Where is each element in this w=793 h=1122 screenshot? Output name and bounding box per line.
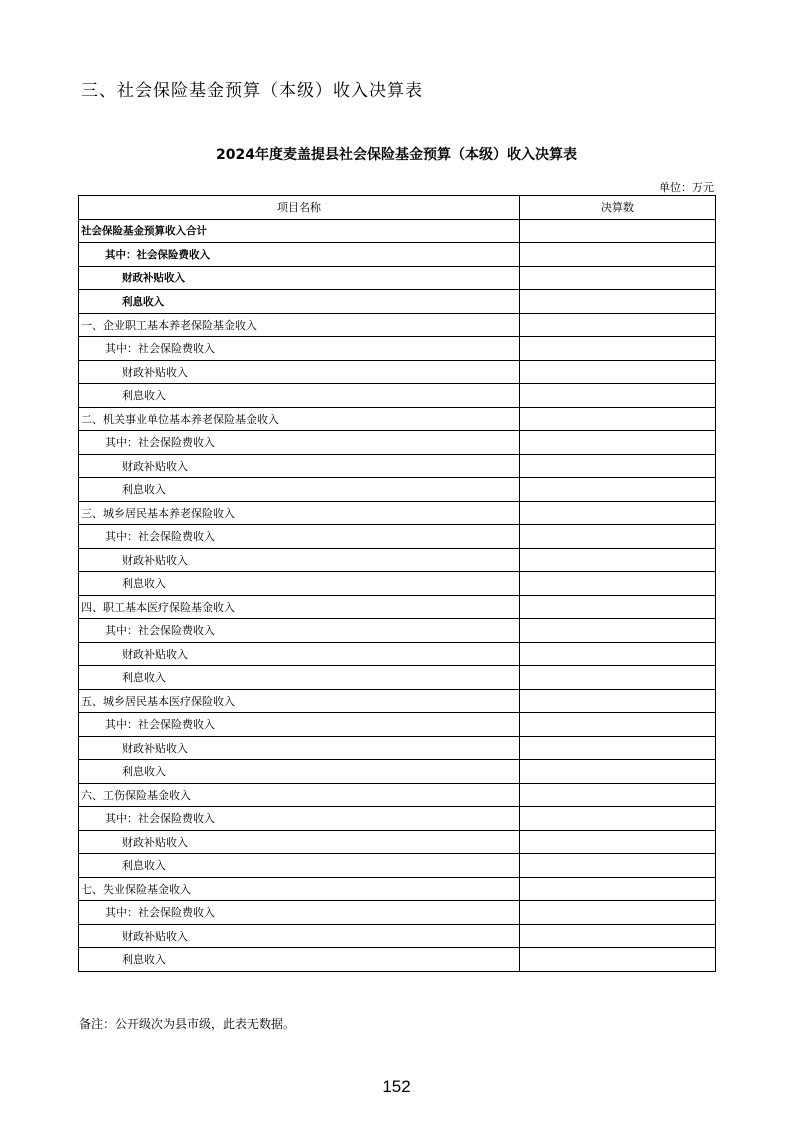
- row-value: [520, 290, 716, 314]
- row-value: [520, 948, 716, 972]
- footnote: 备注：公开级次为县市级，此表无数据。: [79, 1017, 296, 1031]
- row-value: [520, 501, 716, 525]
- row-value: [520, 924, 716, 948]
- row-label: 其中：社会保险费收入: [79, 337, 520, 361]
- table-row: [79, 548, 716, 572]
- row-label: 其中：社会保险费收入: [79, 431, 520, 455]
- row-value: [520, 783, 716, 807]
- table-header-row: [79, 196, 716, 220]
- row-label: 五、城乡居民基本医疗保险收入: [79, 689, 520, 713]
- row-value: [520, 548, 716, 572]
- row-value: [520, 713, 716, 737]
- table-row: [79, 689, 716, 713]
- row-value: [520, 642, 716, 666]
- row-value: [520, 407, 716, 431]
- row-label: 财政补贴收入: [79, 266, 520, 290]
- column-header-item-name: 项目名称: [79, 196, 520, 220]
- row-label: 利息收入: [79, 572, 520, 596]
- table-row: [79, 783, 716, 807]
- row-label: 利息收入: [79, 666, 520, 690]
- column-header-final-amount: 决算数: [520, 196, 716, 220]
- table-row: [79, 478, 716, 502]
- row-value: [520, 736, 716, 760]
- table-row: [79, 901, 716, 925]
- row-label: 利息收入: [79, 854, 520, 878]
- row-label: 社会保险基金预算收入合计: [79, 219, 520, 243]
- row-value: [520, 901, 716, 925]
- row-label: 财政补贴收入: [79, 548, 520, 572]
- row-value: [520, 525, 716, 549]
- table-row: [79, 337, 716, 361]
- row-label: 利息收入: [79, 478, 520, 502]
- row-label: 其中：社会保险费收入: [79, 525, 520, 549]
- row-value: [520, 572, 716, 596]
- row-value: [520, 595, 716, 619]
- unit-label: 单位：万元: [659, 181, 714, 194]
- row-label: 利息收入: [79, 384, 520, 408]
- row-label: 六、工伤保险基金收入: [79, 783, 520, 807]
- table-row: [79, 572, 716, 596]
- row-label: 其中：社会保险费收入: [79, 807, 520, 831]
- row-label: 财政补贴收入: [79, 454, 520, 478]
- page-number: 152: [382, 1077, 411, 1096]
- row-value: [520, 877, 716, 901]
- row-value: [520, 854, 716, 878]
- row-label: 财政补贴收入: [79, 924, 520, 948]
- row-value: [520, 454, 716, 478]
- table-row: [79, 431, 716, 455]
- table-row: [79, 948, 716, 972]
- row-value: [520, 313, 716, 337]
- table-row: [79, 525, 716, 549]
- row-value: [520, 266, 716, 290]
- row-value: [520, 619, 716, 643]
- row-label: 一、企业职工基本养老保险基金收入: [79, 313, 520, 337]
- row-value: [520, 431, 716, 455]
- row-label: 财政补贴收入: [79, 360, 520, 384]
- row-value: [520, 760, 716, 784]
- row-label: 四、职工基本医疗保险基金收入: [79, 595, 520, 619]
- row-label: 三、城乡居民基本养老保险收入: [79, 501, 520, 525]
- row-label: 财政补贴收入: [79, 642, 520, 666]
- table-row: [79, 266, 716, 290]
- row-label: 其中：社会保险费收入: [79, 243, 520, 267]
- row-value: [520, 384, 716, 408]
- table-row: [79, 736, 716, 760]
- row-label: 其中：社会保险费收入: [79, 901, 520, 925]
- row-label: 其中：社会保险费收入: [79, 713, 520, 737]
- row-label: 财政补贴收入: [79, 830, 520, 854]
- row-value: [520, 360, 716, 384]
- row-label: 财政补贴收入: [79, 736, 520, 760]
- table-row: [79, 807, 716, 831]
- table-row: [79, 619, 716, 643]
- row-value: [520, 830, 716, 854]
- row-value: [520, 243, 716, 267]
- table-row: [79, 595, 716, 619]
- table-row: [79, 760, 716, 784]
- table-row: [79, 924, 716, 948]
- table-row: [79, 666, 716, 690]
- row-value: [520, 807, 716, 831]
- row-label: 利息收入: [79, 948, 520, 972]
- row-value: [520, 478, 716, 502]
- table-row: [79, 854, 716, 878]
- table-row: [79, 243, 716, 267]
- row-value: [520, 219, 716, 243]
- section-title: 三、社会保险基金预算（本级）收入决算表: [81, 81, 423, 101]
- row-label: 利息收入: [79, 760, 520, 784]
- table-row: [79, 454, 716, 478]
- table-row: [79, 290, 716, 314]
- table-row: [79, 219, 716, 243]
- row-value: [520, 689, 716, 713]
- table-row: [79, 360, 716, 384]
- table-row: [79, 642, 716, 666]
- row-label: 其中：社会保险费收入: [79, 619, 520, 643]
- table-row: [79, 501, 716, 525]
- table-row: [79, 877, 716, 901]
- table-row: [79, 313, 716, 337]
- row-value: [520, 337, 716, 361]
- income-table: [78, 195, 716, 972]
- row-label: 七、失业保险基金收入: [79, 877, 520, 901]
- row-label: 利息收入: [79, 290, 520, 314]
- table-row: [79, 713, 716, 737]
- table-row: [79, 407, 716, 431]
- table-row: [79, 830, 716, 854]
- table-row: [79, 384, 716, 408]
- table-title: 2024年度麦盖提县社会保险基金预算（本级）收入决算表: [216, 147, 577, 163]
- row-label: 二、机关事业单位基本养老保险基金收入: [79, 407, 520, 431]
- row-value: [520, 666, 716, 690]
